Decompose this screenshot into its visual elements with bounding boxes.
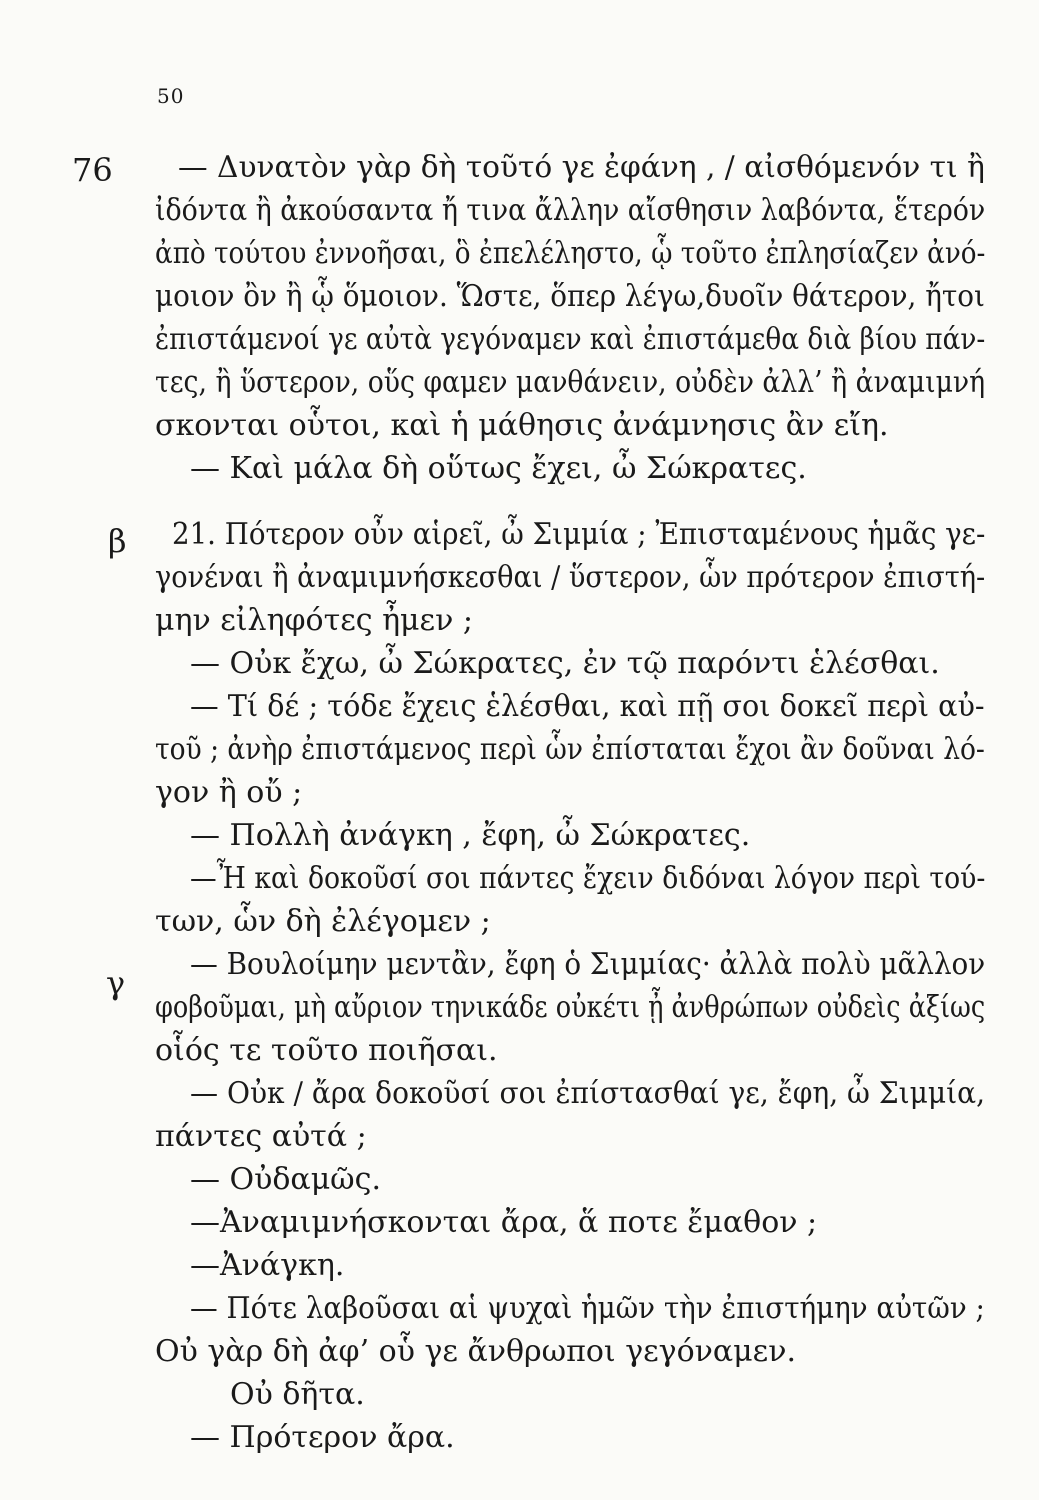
text-line: — Πρότερον ἄρα. bbox=[190, 1420, 455, 1455]
page-number: 50 bbox=[157, 84, 185, 108]
margin-marker-gamma: γ bbox=[106, 964, 126, 1003]
text-line: ἐπιστάμενοί γε αὐτὰ γεγόναμεν καὶ ἐπιστάμεθα διὰ βίου πάν- bbox=[155, 321, 986, 357]
text-line: — Πότε λαβοῦσαι αἱ ψυχαὶ ἡμῶν τὴν ἐπιστήμην αὐτῶν ; bbox=[190, 1291, 985, 1327]
text-line: οἷός τε τοῦτο ποιῆσαι. bbox=[155, 1033, 498, 1069]
text-line: — Καὶ μάλα δὴ οὕτως ἔχει, ὦ Σώκρατες. bbox=[190, 450, 807, 486]
text-line: — Βουλοίμην μεντἂν, ἔφη ὁ Σιμμίας· ἀλλὰ πολὺ μᾶλλον bbox=[190, 947, 986, 983]
text-line: —Ἀναμιμνήσκονται ἄρα, ἅ ποτε ἔμαθον ; bbox=[190, 1205, 818, 1241]
text-line: μην εἰληφότες ἦμεν ; bbox=[155, 603, 473, 639]
text-line: Οὐ γὰρ δὴ ἀφ’ οὗ γε ἄνθρωποι γεγόναμεν. bbox=[155, 1334, 796, 1370]
text-line: μοιον ὂν ἢ ᾧ ὅμοιον. Ὥστε, ὅπερ λέγω,δυοῖν θάτερον, ἤτοι bbox=[155, 278, 985, 314]
text-line: Οὐ δῆτα. bbox=[230, 1377, 365, 1412]
text-line: των, ὧν δὴ ἐλέγομεν ; bbox=[155, 904, 491, 940]
text-line: 21. Πότερον οὖν αἱρεῖ, ὦ Σιμμία ; Ἐπισταμένους ἡμᾶς γε- bbox=[172, 517, 986, 553]
text-line: — Οὐκ ἔχω, ὦ Σώκρατες, ἐν τῷ παρόντι ἑλέσθαι. bbox=[190, 646, 940, 682]
text-line: σκονται οὗτοι, καὶ ἡ μάθησις ἀνάμνησις ἂν εἴη. bbox=[155, 407, 889, 443]
text-line: —Ἦ καὶ δοκοῦσί σοι πάντες ἔχειν διδόναι λόγον περὶ τού- bbox=[190, 861, 986, 897]
text-line: γον ἢ οὔ ; bbox=[155, 775, 303, 811]
text-line: — Πολλὴ ἀνάγκη , ἔφη, ὦ Σώκρατες. bbox=[190, 818, 751, 854]
margin-marker-beta: β bbox=[108, 521, 127, 560]
text-line: φοβοῦμαι, μὴ αὔριον τηνικάδε οὐκέτι ᾖ ἀνθρώπων οὐδεὶς ἀξίως bbox=[155, 990, 986, 1026]
text-line: — Τί δέ ; τόδε ἔχεις ἑλέσθαι, καὶ πῇ σοι δοκεῖ περὶ αὐ- bbox=[190, 689, 985, 725]
text-line: — Δυνατὸν γὰρ δὴ τοῦτό γε ἐφάνη , / αἰσθόμενόν τι ἢ bbox=[178, 150, 985, 185]
text-line: ἰδόντα ἢ ἀκούσαντα ἤ τινα ἄλλην αἴσθησιν λαβόντα, ἕτερόν bbox=[155, 192, 986, 228]
text-line: τες, ἢ ὕστερον, οὕς φαμεν μανθάνειν, οὐδὲν ἀλλ’ ἢ ἀναμιμνή bbox=[155, 364, 986, 400]
text-line: —Ἀνάγκη. bbox=[190, 1248, 345, 1284]
text-line: γονέναι ἢ ἀναμιμνήσκεσθαι / ὕστερον, ὧν πρότερον ἐπιστή- bbox=[155, 560, 986, 596]
margin-marker-section: 76 bbox=[72, 150, 113, 189]
text-line: τοῦ ; ἀνὴρ ἐπιστάμενος περὶ ὧν ἐπίσταται ἔχοι ἂν δοῦναι λό- bbox=[155, 732, 985, 768]
text-line: — Οὐκ / ἄρα δοκοῦσί σοι ἐπίστασθαί γε, ἔφη, ὦ Σιμμία, bbox=[190, 1076, 986, 1112]
text-line: — Οὐδαμῶς. bbox=[190, 1162, 381, 1198]
text-line: πάντες αὐτά ; bbox=[155, 1119, 367, 1155]
text-line: ἀπὸ τούτου ἐννοῆσαι, ὃ ἐπελέληστο, ᾧ τοῦτο ἐπλησίαζεν ἀνό- bbox=[155, 235, 986, 271]
